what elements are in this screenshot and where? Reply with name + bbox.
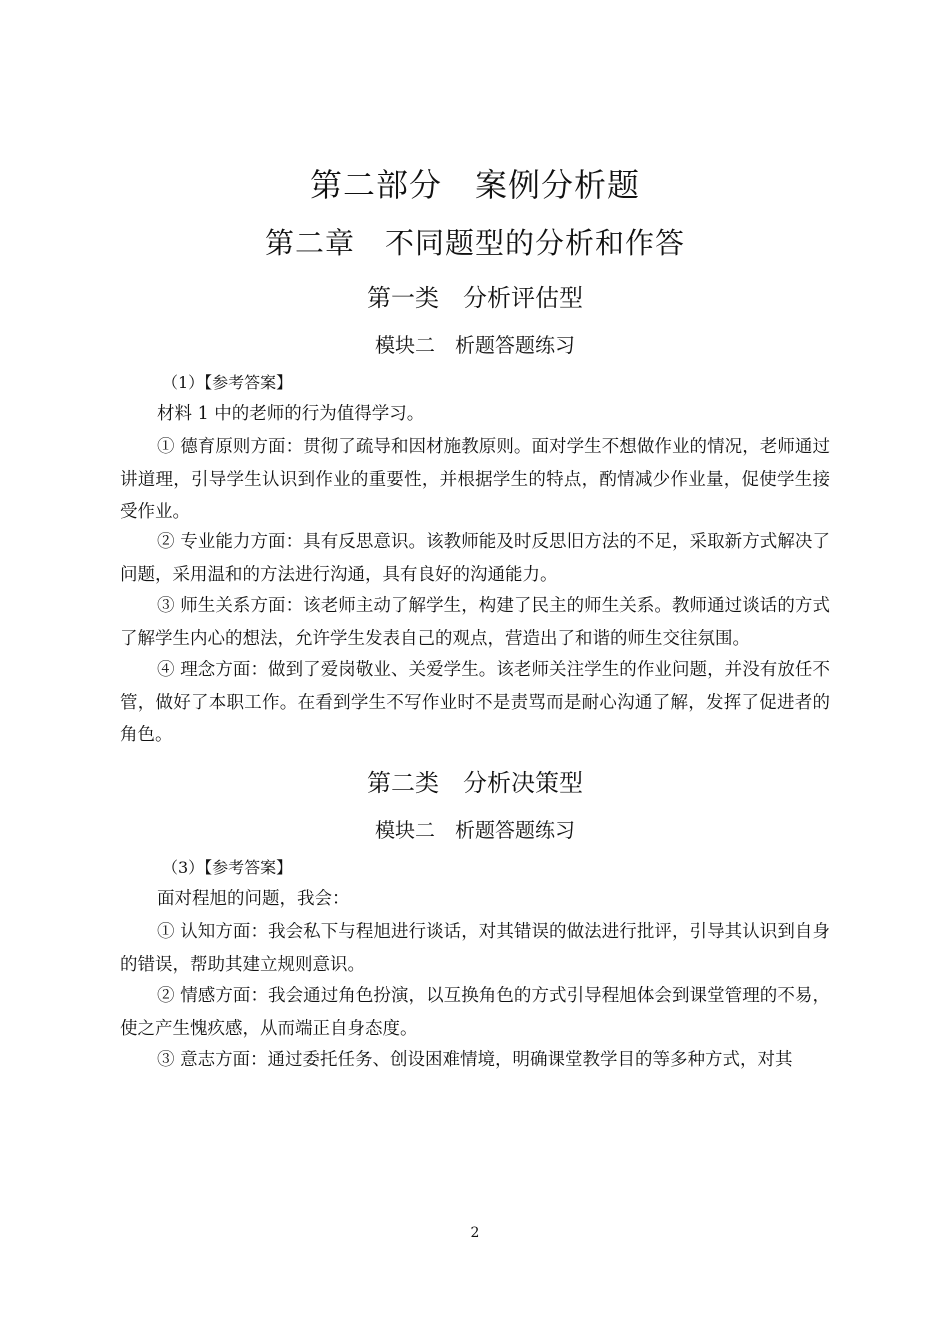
paragraph: ② 情感方面：我会通过角色扮演，以互换角色的方式引导程旭体会到课堂管理的不易，使之产生愧疚感，从而端正自身态度。: [120, 986, 830, 1039]
paragraph: ① 德育原则方面：贯彻了疏导和因材施教原则。面对学生不想做作业的情况，老师通过讲道理，引导学生认识到作业的重要性，并根据学生的特点，酌情减少作业量，促使学生接受作业。: [120, 437, 830, 522]
chapter-title: 第二章 不同题型的分析和作答: [264, 226, 685, 260]
paragraph: ③ 师生关系方面：该老师主动了解学生，构建了民主的师生关系。教师通过谈话的方式了解学生内心的想法，允许学生发表自己的观点，营造出了和谐的师生交往氛围。: [120, 596, 830, 649]
module-heading-2: 模块二 析题答题练习: [375, 818, 575, 842]
paragraph: 面对程旭的问题，我会：: [157, 889, 350, 909]
section-heading-1: 第一类 分析评估型: [367, 284, 583, 312]
paragraph: ③ 意志方面：通过委托任务、创设困难情境，明确课堂教学目的等多种方式，对其: [157, 1050, 793, 1070]
module-heading-1: 模块二 析题答题练习: [375, 333, 575, 357]
answer-label-2: （3）【参考答案】: [162, 858, 293, 877]
part-title: 第二部分 案例分析题: [309, 166, 640, 204]
paragraph: ④ 理念方面：做到了爱岗敬业、关爱学生。该老师关注学生的作业问题，并没有放任不管，做好了本职工作。在看到学生不写作业时不是责骂而是耐心沟通了解，发挥了促进者的角色。: [120, 660, 830, 745]
paragraph: ② 专业能力方面：具有反思意识。该教师能及时反思旧方法的不足，采取新方式解决了问题，采用温和的方法进行沟通，具有良好的沟通能力。: [120, 532, 830, 585]
section-heading-2: 第二类 分析决策型: [367, 769, 583, 797]
paragraph: 材料 1 中的老师的行为值得学习。: [157, 404, 425, 424]
answer-label-1: （1）【参考答案】: [162, 373, 293, 392]
page-number: 2: [470, 1225, 480, 1241]
paragraph: ① 认知方面：我会私下与程旭进行谈话，对其错误的做法进行批评，引导其认识到自身的错误，帮助其建立规则意识。: [120, 922, 830, 975]
